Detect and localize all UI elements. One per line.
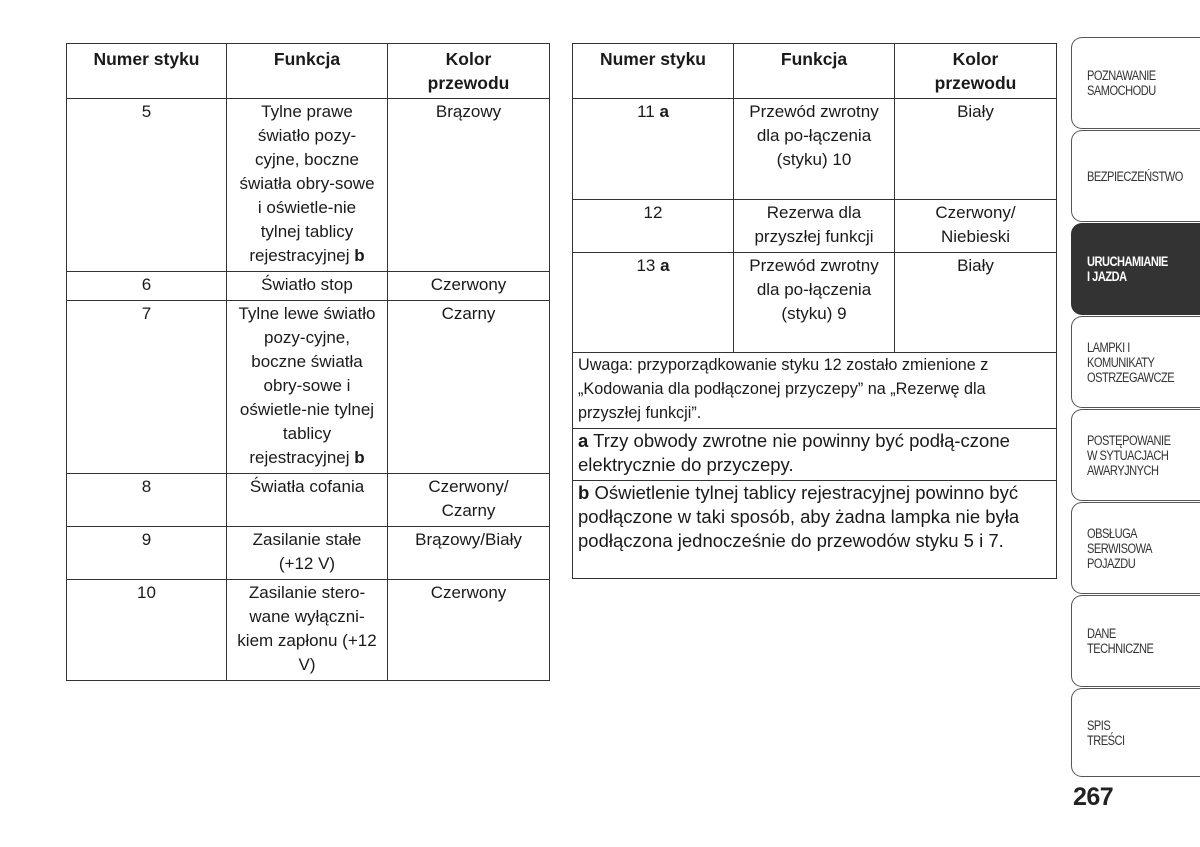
header-wire-color-label: Kolor przewodu [427,49,510,93]
table-row [67,474,550,527]
tab-bezpieczenstwo[interactable] [1071,130,1200,222]
pin-number-text: 11 [637,102,655,121]
wire-color: Czerwony/ Czarny [388,474,550,527]
footnote-a-label: a [578,430,589,451]
footnote-ref: a [660,256,670,275]
page-number: 267 [1073,783,1114,811]
table-row [573,200,1057,253]
pin-number [573,200,734,253]
tab-obsluga-serwisowa[interactable] [1071,502,1200,594]
footnote-b [573,481,1057,579]
tab-label: BEZPIECZEŃSTWO [1087,168,1183,184]
tab-postepowanie-w-sytuacjach-awaryjnych[interactable] [1071,409,1200,501]
pin-number: 10 [67,580,227,681]
table-row [67,99,550,272]
footnote-ref: a [659,102,669,121]
pin-function: Przewód zwrotny dla po-łączenia (styku) 9 [734,253,895,353]
wire-color: Brązowy/Biały [388,527,550,580]
pin-number: 8 [67,474,227,527]
header-wire-color [895,44,1057,99]
table-header-row [67,44,550,99]
pin-number: 7 [67,301,227,474]
table-row [67,527,550,580]
header-pin-number: Numer styku [67,44,227,99]
pin-function [227,301,388,474]
pin-function: Światła cofania [227,474,388,527]
tab-uruchamianie-i-jazda[interactable] [1071,223,1200,315]
header-wire-color-label: Kolor przewodu [934,49,1017,93]
footnote-a-text: Trzy obwody zwrotne nie powinny być podłą-czone elektrycznie do przyczepy. [578,430,1010,475]
tab-label: DANE TECHNICZNE [1087,626,1154,656]
footnote-b-text: Oświetlenie tylnej tablicy rejestracyjnej powinno być podłączone w taki sposób, aby żadna lampka nie była podłączona jednocześnie do przewodów styku 5 i 7. [578,482,1020,551]
footnote-row [573,481,1057,579]
wire-color: Biały [895,99,1057,200]
header-function: Funkcja [227,44,388,99]
pin-function-text: Tylne lewe światło pozy-cyjne, boczne światła obry-sowe i oświetle-nie tylnej tablicy rejestracyjnej [238,304,376,467]
wire-color: Brązowy [388,99,550,272]
table-row [67,580,550,681]
table-row [573,99,1057,200]
pin-table-right [572,43,1057,579]
pin-number: 9 [67,527,227,580]
tab-spis-tresci[interactable] [1071,688,1200,777]
wire-color: Biały [895,253,1057,353]
pin-function: Zasilanie stero-wane wyłączni-kiem zapłonu (+12 V) [227,580,388,681]
pin-number [573,253,734,353]
footnote-a [573,429,1057,481]
pin-number: 5 [67,99,227,272]
pin-number [573,99,734,200]
header-function: Funkcja [734,44,895,99]
table-row [67,301,550,474]
table-row [67,272,550,301]
pin-function: Przewód zwrotny dla po-łączenia (styku) 10 [734,99,895,200]
footnote-ref: b [354,246,365,265]
tab-label: POSTĘPOWANIE W SYTUACJACH AWARYJNYCH [1087,432,1171,478]
wire-color: Czerwony [388,580,550,681]
wire-color: Czerwony [388,272,550,301]
header-wire-color [388,44,550,99]
pin-number: 6 [67,272,227,301]
pin-function [227,99,388,272]
note-row [573,353,1057,429]
chapter-tabs [1071,37,1200,777]
tab-label: URUCHAMIANIE I JAZDA [1087,254,1168,284]
assignment-note: Uwaga: przyporządkowanie styku 12 zostało zmienione z „Kodowania dla podłączonej przyczepy” na „Rezerwę dla przyszłej funkcji”. [573,353,1057,429]
tab-lampki-i-komunikaty[interactable] [1071,316,1200,408]
pin-table-left [66,43,550,681]
pin-function: Zasilanie stałe (+12 V) [227,527,388,580]
pin-function: Rezerwa dla przyszłej funkcji [734,200,895,253]
tab-label: POZNAWANIE SAMOCHODU [1087,68,1156,98]
pin-number-text: 13 [636,256,656,275]
pin-number-text: 12 [643,203,663,222]
pin-function-text: Tylne prawe światło pozy-cyjne, boczne światła obry-sowe i oświetle-nie tylnej tablicy rejestracyjnej [239,102,375,265]
tab-label: LAMPKI I KOMUNIKATY OSTRZEGAWCZE [1087,339,1175,385]
tab-label: SPIS TREŚCI [1087,717,1125,748]
footnote-ref: b [354,448,365,467]
wire-color: Czerwony/ Niebieski [895,200,1057,253]
table-row [573,253,1057,353]
tab-label: OBSŁUGA SERWISOWA POJAZDU [1087,525,1153,571]
table-header-row [573,44,1057,99]
wire-color: Czarny [388,301,550,474]
footnote-b-label: b [578,482,590,503]
header-pin-number: Numer styku [573,44,734,99]
tab-dane-techniczne[interactable] [1071,595,1200,687]
tab-poznawanie-samochodu[interactable] [1071,37,1200,129]
footnote-row [573,429,1057,481]
pin-function: Światło stop [227,272,388,301]
